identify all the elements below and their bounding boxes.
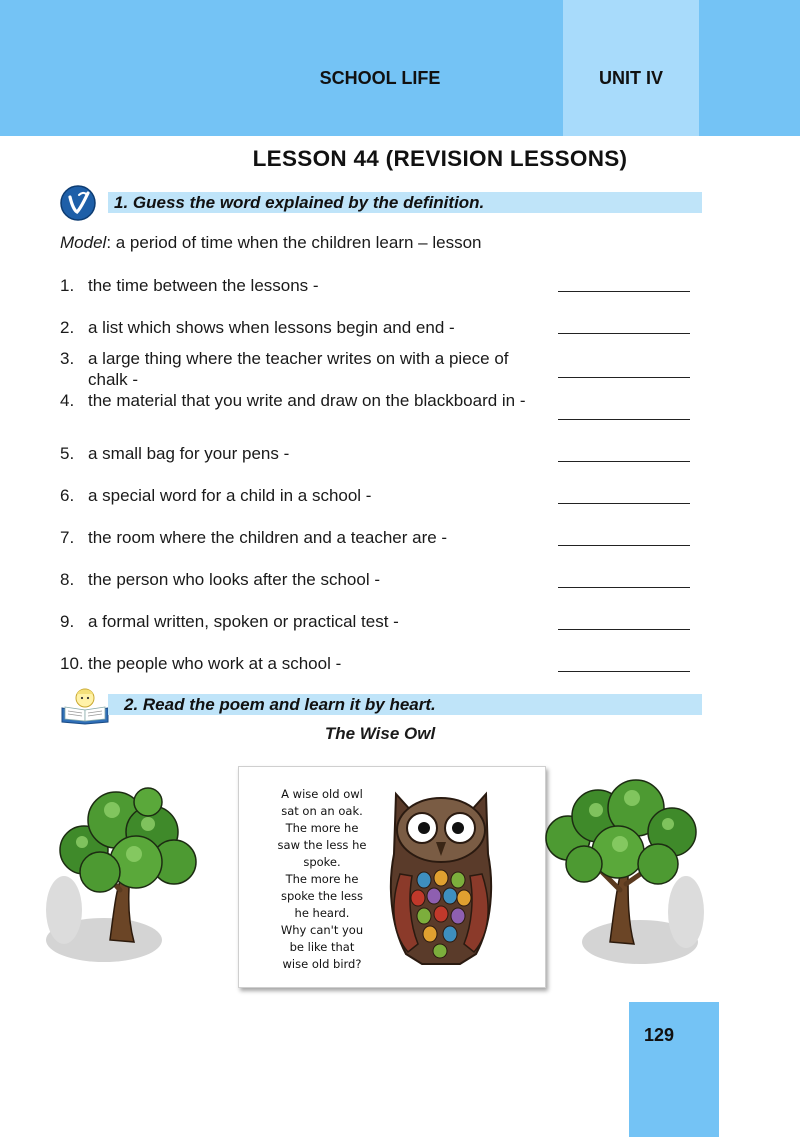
list-item (60, 569, 550, 590)
poem-line: saw the less he (277, 838, 367, 852)
answer-blank[interactable] (558, 671, 690, 672)
list-item (60, 611, 550, 632)
page-number: 129 (643, 1025, 675, 1045)
answer-blank[interactable] (558, 503, 690, 504)
lesson-title: LESSON 44 (REVISION LESSONS) (252, 146, 628, 171)
poem-line: be like that (289, 940, 355, 954)
tree-icon (44, 780, 214, 970)
item-text: the person who looks after the school - (88, 570, 380, 589)
list-item (60, 317, 550, 338)
item-number: 8. (60, 570, 75, 589)
task2-label: 2. Read the poem and learn it by heart. (124, 695, 436, 714)
list-item (60, 348, 550, 390)
poem-title: The Wise Owl (324, 724, 436, 743)
page-number-box (629, 1002, 719, 1137)
answer-blank[interactable] (558, 291, 690, 292)
task-marker-icon (59, 184, 99, 222)
answer-blank[interactable] (558, 629, 690, 630)
answer-blank[interactable] (558, 419, 690, 420)
answer-blank[interactable] (558, 377, 690, 378)
task1-label: 1. Guess the word explained by the definition. (114, 193, 485, 212)
poem-line: The more he (285, 872, 359, 886)
item-number: 5. (60, 444, 75, 463)
item-text: a formal written, spoken or practical test - (88, 612, 399, 631)
item-text: a large thing where the teacher writes on with a piece of chalk - (88, 349, 509, 389)
item-number: 10. (60, 654, 84, 673)
answer-blank[interactable] (558, 587, 690, 588)
model-label: Model (60, 233, 107, 252)
item-number: 9. (60, 612, 75, 631)
list-item (60, 527, 550, 548)
item-number: 1. (60, 276, 75, 295)
item-number: 7. (60, 528, 75, 547)
list-item (60, 653, 550, 674)
poem-line: Why can't you (280, 923, 364, 937)
model-text: : a period of time when the children learn – lesson (106, 233, 482, 252)
item-number: 3. (60, 349, 75, 368)
poem-line: sat on an oak. (281, 804, 363, 818)
item-text: a special word for a child in a school - (88, 486, 372, 505)
poem-line: The more he (285, 821, 359, 835)
owl-icon (384, 784, 498, 970)
answer-blank[interactable] (558, 333, 690, 334)
poem-line: spoke the less (280, 889, 364, 903)
answer-blank[interactable] (558, 461, 690, 462)
item-number: 4. (60, 391, 75, 410)
section-title: SCHOOL LIFE (319, 68, 441, 88)
answer-blank[interactable] (558, 545, 690, 546)
item-number: 6. (60, 486, 75, 505)
unit-label: UNIT IV (598, 68, 663, 88)
list-item (60, 443, 550, 464)
poem-line: spoke. (303, 855, 341, 869)
item-text: a list which shows when lessons begin and end - (88, 318, 455, 337)
item-number: 2. (60, 318, 75, 337)
list-item (60, 390, 550, 411)
poem-line: wise old bird? (282, 957, 362, 971)
item-text: the people who work at a school - (88, 654, 342, 673)
list-item (60, 275, 550, 296)
poem-line: A wise old owl (281, 787, 363, 801)
book-reader-icon (58, 686, 112, 726)
item-text: the material that you write and draw on the blackboard in - (88, 391, 526, 410)
item-text: the time between the lessons - (88, 276, 319, 295)
model-line (60, 233, 481, 253)
list-item (60, 485, 550, 506)
poem-line: he heard. (294, 906, 350, 920)
item-text: a small bag for your pens - (88, 444, 290, 463)
tree-icon (540, 772, 710, 972)
item-text: the room where the children and a teacher are - (88, 528, 448, 547)
